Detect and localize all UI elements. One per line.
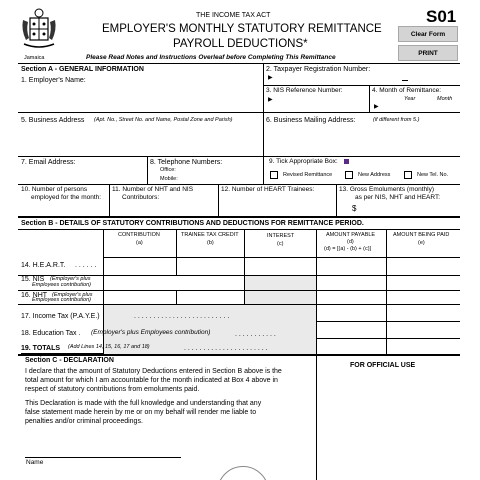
row-education-tax-label: 18. Education Tax .: [21, 330, 81, 337]
nht-contribution-input[interactable]: [104, 291, 176, 304]
row-heart-dots: . . . . . .: [75, 262, 97, 269]
office-phone-input[interactable]: [182, 166, 260, 174]
email-input[interactable]: [21, 168, 145, 182]
form-title-line1: EMPLOYER'S MONTHLY STATUTORY REMITTANCE: [102, 23, 382, 35]
month-of-remittance-label: 4. Month of Remittance:: [372, 87, 442, 94]
gross-emoluments-label-2: as per NIS, NHT and HEART:: [355, 194, 441, 201]
business-address-input[interactable]: [21, 126, 261, 154]
col-amount-payable-sub: (d): [347, 239, 354, 245]
heart-trainees-label: 12. Number of HEART Trainees:: [221, 186, 315, 193]
row-nis-label: 15. NIS: [21, 276, 45, 283]
telephone-label: 8. Telephone Numbers:: [150, 159, 223, 166]
nht-nis-contributors-label-1: 11. Number of NHT and NIS: [112, 186, 194, 193]
col-trainee-credit-sub: (b): [207, 240, 214, 246]
declaration-p1-line3: respect of statutory contributions from emoluments paid.: [25, 386, 200, 393]
shaded-cell-nis-interest: [245, 275, 316, 290]
mailing-address-input[interactable]: [266, 126, 456, 154]
col-contribution-header: CONTRIBUTION: [118, 232, 160, 238]
new-address-label: New Address: [358, 172, 391, 178]
nis-contribution-input[interactable]: [104, 276, 244, 290]
tick-marker-icon: [344, 159, 349, 164]
row-nis-note-1: (Employer's plus: [50, 276, 91, 282]
education-tax-amount-payable-input[interactable]: [317, 322, 386, 338]
row-totals-dots: . . . . . . . . . . . . . . . . . . . . . .: [184, 345, 268, 352]
heart-contribution-input[interactable]: [104, 258, 176, 275]
row-income-tax-dots: . . . . . . . . . . . . . . . . . . . . . . . . .: [134, 313, 230, 320]
act-title: THE INCOME TAX ACT: [196, 12, 271, 19]
name-label: Name: [26, 459, 44, 466]
coat-of-arms-icon: [20, 8, 58, 52]
email-label: 7. Email Address:: [21, 159, 76, 166]
month-of-remittance-input[interactable]: [372, 104, 458, 112]
row-totals-label: 19. TOTALS: [21, 345, 61, 352]
gross-emoluments-label-1: 13. Gross Emoluments (monthly): [339, 186, 435, 193]
office-label: Office:: [160, 167, 176, 173]
section-c-title: Section C - DECLARATION: [25, 357, 114, 364]
business-address-note: (Apt. No., Street No. and Name, Postal Zone and Parish): [94, 117, 233, 123]
gross-emoluments-input[interactable]: [360, 204, 456, 214]
heart-amount-paid-input[interactable]: [387, 258, 460, 275]
month-marker-icon: ▶: [374, 104, 379, 110]
heart-trainee-credit-input[interactable]: [177, 258, 244, 275]
mailing-address-label: 6. Business Mailing Address:: [266, 117, 356, 124]
nht-amount-paid-input[interactable]: [387, 291, 460, 304]
form-title-line2: PAYROLL DEDUCTIONS*: [173, 38, 308, 50]
trn-marker-icon: ▶: [268, 75, 273, 81]
new-tel-label: New Tel. No.: [417, 172, 449, 178]
mobile-label: Mobile:: [160, 176, 178, 182]
shaded-cell-nht-interest: [245, 290, 316, 304]
declaration-p1-line2: total amount for which I am accountable for the month indicated at Box 4 above in: [25, 377, 278, 384]
nis-ref-input[interactable]: [266, 96, 366, 106]
persons-employed-label-1: 10. Number of persons: [21, 186, 88, 193]
new-address-checkbox[interactable]: [345, 171, 353, 179]
totals-amount-paid-input[interactable]: [387, 339, 460, 354]
col-amount-paid-sub: (e): [418, 240, 425, 246]
name-input[interactable]: [25, 444, 181, 456]
col-contribution-sub: (a): [136, 240, 143, 246]
heart-interest-input[interactable]: [245, 258, 316, 275]
nis-ref-label: 3. NIS Reference Number:: [266, 87, 343, 94]
official-stamp-circle: [217, 466, 269, 480]
declaration-p1-line1: I declare that the amount of Statutory Deductions entered in Section B above is the: [25, 368, 282, 375]
mobile-phone-input[interactable]: [182, 175, 260, 183]
totals-amount-payable-input[interactable]: [317, 339, 386, 354]
new-tel-checkbox[interactable]: [404, 171, 412, 179]
heart-amount-payable-input[interactable]: [317, 258, 386, 275]
business-address-label: 5. Business Address: [21, 117, 85, 124]
heart-trainees-input[interactable]: [221, 196, 333, 214]
persons-employed-label-2: employed for the month:: [31, 194, 102, 201]
official-use-label: FOR OFFICIAL USE: [350, 362, 416, 369]
trn-label: 2. Taxpayer Registration Number:: [266, 66, 371, 73]
nht-nis-contributors-input[interactable]: [112, 203, 216, 215]
income-tax-amount-paid-input[interactable]: [387, 305, 460, 321]
row-nht-label: 16. NHT: [21, 292, 48, 299]
row-education-tax-dots: . . . . . . . . . . .: [235, 331, 276, 338]
row-heart-label: 14. H.E.A.R.T.: [21, 262, 66, 269]
mailing-address-note: (if different from 5.): [373, 117, 420, 123]
form-code: S01: [426, 7, 457, 26]
month-label: Month: [437, 96, 453, 102]
dollar-sign: $: [352, 204, 357, 213]
print-button[interactable]: PRINT: [398, 45, 458, 61]
revised-remittance-label: Revised Remittance: [283, 172, 333, 178]
revised-remittance-checkbox[interactable]: [270, 171, 278, 179]
row-education-tax-note: (Employer's plus Employees contribution): [91, 329, 211, 336]
nht-nis-contributors-label-2: Contributors:: [122, 194, 160, 201]
row-totals-note: (Add Lines 14, 15, 16, 17 and 18): [68, 344, 150, 350]
col-interest-sub: (c): [277, 241, 284, 247]
income-tax-amount-payable-input[interactable]: [317, 305, 386, 321]
clear-form-button[interactable]: Clear Form: [398, 26, 458, 42]
row-income-tax-label: 17. Income Tax (P.A.Y.E.): [21, 313, 100, 320]
education-tax-amount-paid-input[interactable]: [387, 322, 460, 338]
nht-amount-payable-input[interactable]: [317, 291, 386, 304]
nis-amount-payable-input[interactable]: [317, 276, 386, 290]
tick-box-label: 9. Tick Appropriate Box:: [269, 158, 338, 165]
col-interest-header: INTEREST: [267, 233, 295, 239]
country-label: Jamaica: [24, 55, 45, 61]
row-nht-note-1: (Employer's plus: [52, 292, 93, 298]
trn-input[interactable]: [266, 74, 456, 84]
instruction-note: Please Read Notes and Instructions Overleaf before Completing This Remittance: [86, 54, 336, 61]
col-trainee-credit-header: TRAINEE TAX CREDIT: [181, 232, 239, 238]
employer-name-label: 1. Employer's Name:: [21, 77, 86, 84]
section-a-title: Section A - GENERAL INFORMATION: [21, 66, 144, 73]
year-label: Year: [404, 96, 416, 102]
nis-amount-paid-input[interactable]: [387, 276, 460, 290]
col-amount-payable-formula: (d) = [(a) - (b) + (c)]: [324, 246, 372, 252]
nis-marker-icon: ▶: [268, 97, 273, 103]
employer-name-input[interactable]: [21, 86, 261, 110]
col-amount-payable-header: AMOUNT PAYABLE: [326, 232, 376, 238]
declaration-p2-line1: This Declaration is made with the full knowledge and understanding that any: [25, 400, 262, 407]
row-nht-note-2: Employees contribution): [32, 297, 92, 303]
section-b-title: Section B - DETAILS OF STATUTORY CONTRIBUTIONS AND DEDUCTIONS FOR REMITTANCE PERIOD.: [21, 220, 364, 227]
col-amount-paid-header: AMOUNT BEING PAID: [393, 232, 450, 238]
persons-employed-input[interactable]: [21, 203, 107, 215]
row-nis-note-2: Employees contribution): [32, 282, 92, 288]
declaration-p2-line3: penalties and/or criminal proceedings.: [25, 418, 143, 425]
declaration-p2-line2: false statement made herein by me or on my behalf will render me liable to: [25, 409, 257, 416]
